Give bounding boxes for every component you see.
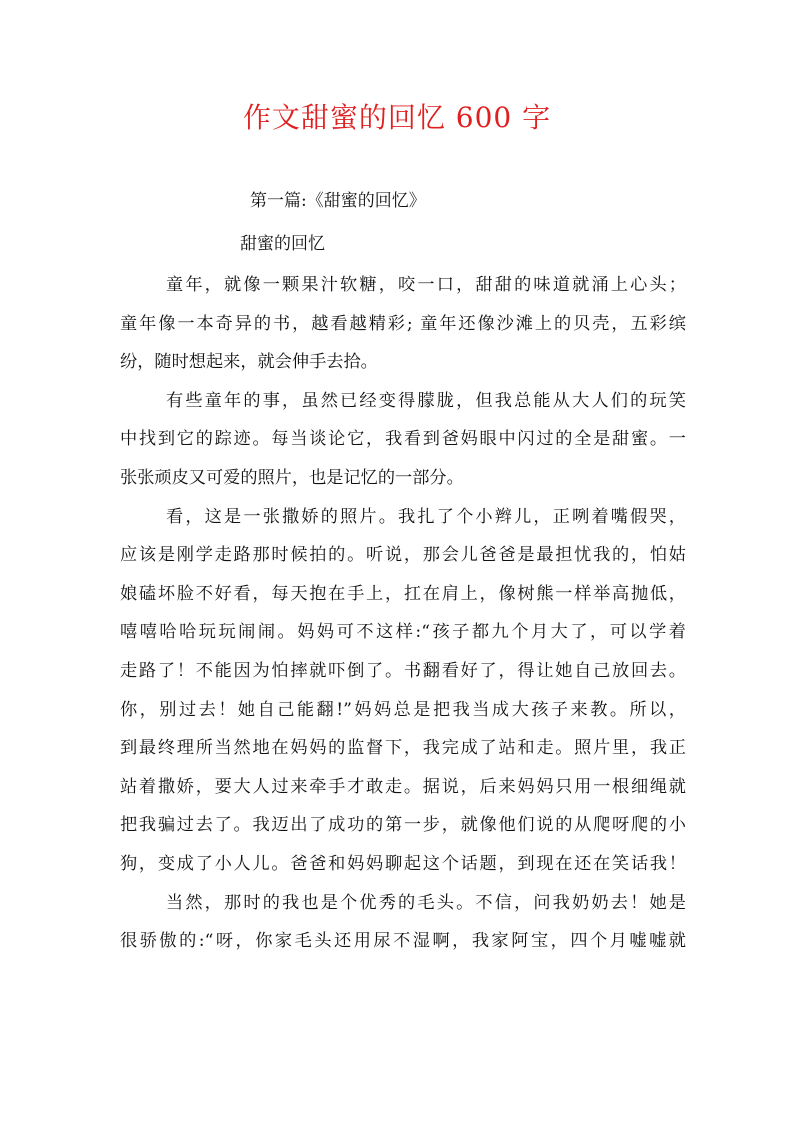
text-line: 站着撒娇，要大人过来牵手才敢走。据说，后来妈妈只用一根细绳就 [120, 776, 686, 797]
text-line: 张张顽皮又可爱的照片，也是记忆的一部分。 [120, 467, 464, 488]
document-title: 作文甜蜜的回忆 600 字 [242, 101, 552, 134]
text-line: 走路了！不能因为怕摔就吓倒了。书翻看好了，得让她自己放回去。 [120, 660, 686, 681]
text-line: 你，别过去！她自己能翻!”妈妈总是把我当成大孩子来教。所以， [120, 699, 686, 720]
text-line: 把我骗过去了。我迈出了成功的第一步，就像他们说的从爬呀爬的小 [120, 815, 686, 836]
text-line: 童年，就像一颗果汁软糖，咬一口，甜甜的味道就涌上心头； [166, 275, 686, 295]
essay-subtitle: 甜蜜的回忆 [240, 234, 325, 254]
text-line: 当然，那时的我也是个优秀的毛头。不信，问我奶奶去！她是 [166, 892, 686, 913]
text-line: 中找到它的踪迹。每当谈论它，我看到爸妈眼中闪过的全是甜蜜。一 [120, 429, 686, 450]
chapter-heading: 第一篇:《甜蜜的回忆》 [250, 191, 426, 211]
essay-body [120, 266, 686, 961]
text-line: 狗，变成了小人儿。爸爸和妈妈聊起这个话题，到现在还在笑话我！ [120, 853, 686, 874]
text-line: 嘻嘻哈哈玩玩闹闹。妈妈可不这样:“孩子都九个月大了，可以学着 [120, 622, 686, 643]
text-line: 娘磕坏脸不好看，每天抱在手上，扛在肩上，像树熊一样举高抛低， [120, 583, 686, 604]
text-line: 童年像一本奇异的书，越看越精彩; 童年还像沙滩上的贝壳，五彩缤 [120, 313, 686, 334]
text-line: 到最终理所当然地在妈妈的监督下，我完成了站和走。照片里，我正 [120, 738, 686, 759]
text-line: 纷，随时想起来，就会伸手去拾。 [120, 352, 378, 373]
text-line: 看，这是一张撒娇的照片。我扎了个小辫儿，正咧着嘴假哭， [166, 506, 686, 527]
text-line: 很骄傲的:“呀，你家毛头还用尿不湿啊，我家阿宝，四个月嘘嘘就 [120, 931, 686, 952]
text-line: 有些童年的事，虽然已经变得朦胧，但我总能从大人们的玩笑 [166, 390, 686, 411]
text-line: 应该是刚学走路那时候拍的。听说，那会儿爸爸是最担忧我的，怕姑 [120, 545, 686, 566]
